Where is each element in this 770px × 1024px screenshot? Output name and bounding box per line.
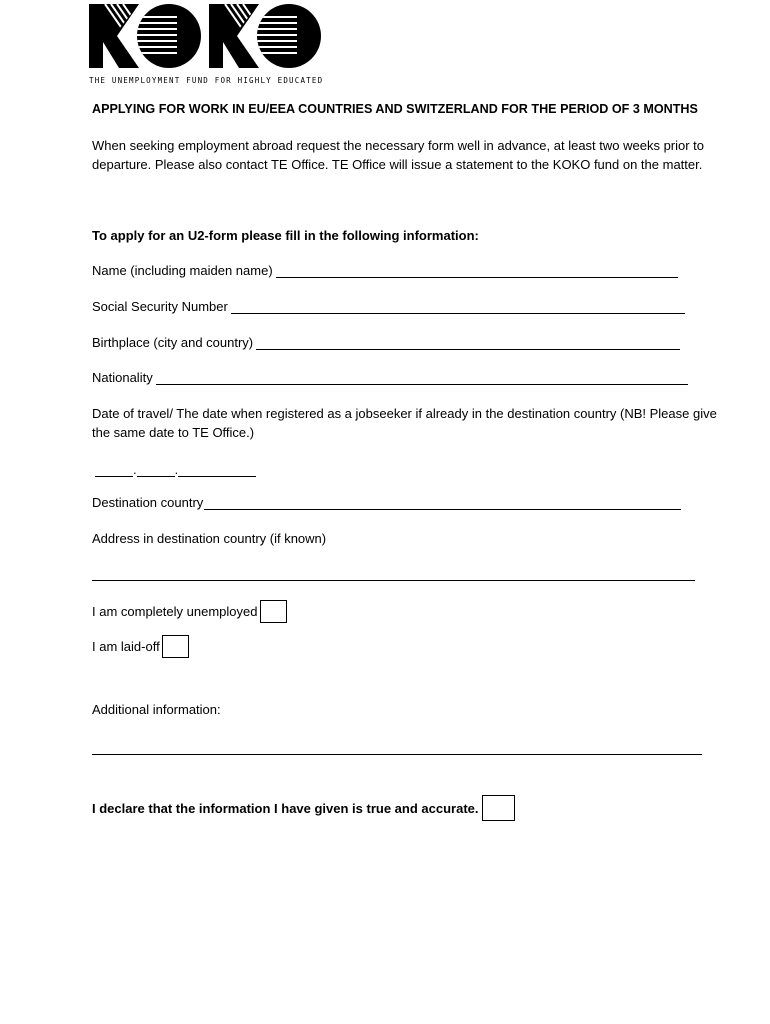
unemployed-row (92, 600, 287, 623)
additional-info-input-line[interactable] (92, 754, 702, 755)
destination-input-line[interactable] (204, 495, 681, 510)
destination-field (92, 495, 681, 510)
unemployed-checkbox[interactable] (260, 600, 287, 623)
date-input[interactable] (95, 462, 256, 477)
laidoff-label: I am laid-off (92, 639, 160, 654)
declaration-row (92, 795, 515, 821)
name-label: Name (including maiden name) (92, 263, 273, 278)
name-field (92, 263, 678, 278)
logo-tagline: THE UNEMPLOYMENT FUND FOR HIGHLY EDUCATED (89, 76, 324, 85)
intro-paragraph: When seeking employment abroad request the necessary form well in advance, at least two weeks prior to departure. Please also contact TE Office. TE Office will issue a statement to the KOKO fund on the matter. (92, 138, 705, 172)
destination-label: Destination country (92, 495, 204, 510)
birthplace-label: Birthplace (city and country) (92, 335, 254, 350)
page-title: APPLYING FOR WORK IN EU/EEA COUNTRIES AND SWITZERLAND FOR THE PERIOD OF 3 MONTHS (92, 102, 698, 116)
date-of-travel-label: Date of travel/ The date when registered as a jobseeker if already in the destination country (NB! Please give the same date to TE Office.) (92, 406, 717, 440)
unemployed-label: I am completely unemployed (92, 604, 258, 619)
laidoff-checkbox[interactable] (162, 635, 189, 658)
date-month-line[interactable] (137, 464, 175, 477)
laidoff-row (92, 635, 189, 658)
ssn-label: Social Security Number (92, 299, 228, 314)
nationality-input-line[interactable] (156, 370, 688, 385)
ssn-field (92, 299, 685, 314)
birthplace-input-line[interactable] (256, 335, 680, 350)
nationality-field (92, 370, 688, 385)
birthplace-field (92, 335, 680, 350)
address-input-line[interactable] (92, 580, 695, 581)
koko-logo-graphic (89, 4, 324, 74)
date-year-line[interactable] (178, 464, 256, 477)
date-separator-1: . (133, 462, 137, 477)
address-label: Address in destination country (if known) (92, 531, 327, 546)
date-day-line[interactable] (95, 464, 133, 477)
nationality-label: Nationality (92, 370, 153, 385)
ssn-input-line[interactable] (231, 299, 685, 314)
name-input-line[interactable] (276, 263, 678, 278)
form-instructions: To apply for an U2-form please fill in the following information: (92, 228, 479, 243)
additional-info-label: Additional information: (92, 702, 221, 717)
date-separator-2: . (174, 462, 179, 477)
declaration-label: I declare that the information I have given is true and accurate. (92, 800, 479, 816)
declaration-checkbox[interactable] (482, 795, 515, 821)
